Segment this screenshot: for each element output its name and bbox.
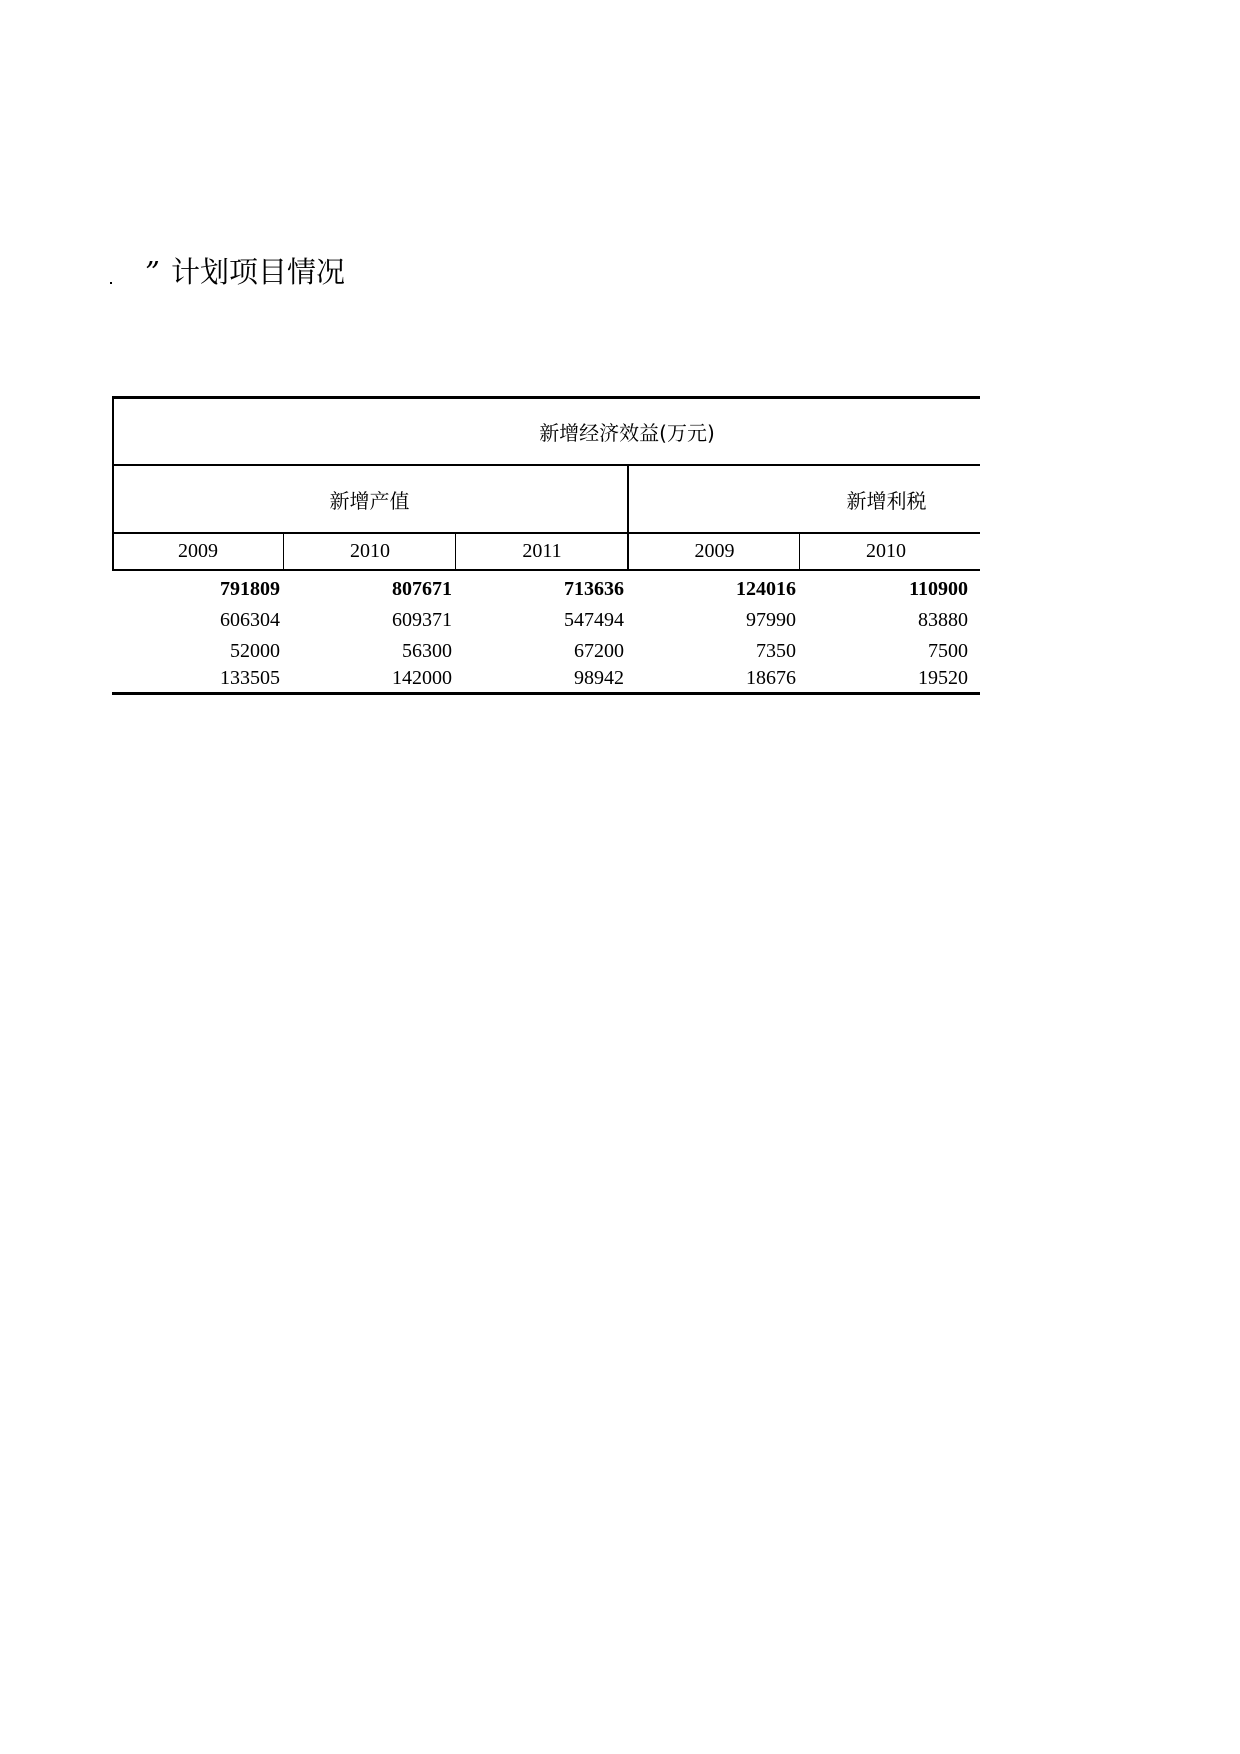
table-cell: 67200 bbox=[574, 640, 624, 662]
table-cell: 18676 bbox=[746, 667, 796, 689]
title-quote-mark: ” bbox=[145, 255, 160, 289]
year-header: 2011 bbox=[522, 540, 562, 562]
header-new-output-value: 新增产值 bbox=[329, 488, 410, 513]
table-cell: 547494 bbox=[564, 609, 624, 631]
year-header: 2010 bbox=[866, 540, 906, 562]
table-cell: 609371 bbox=[392, 609, 452, 631]
table-cell: 713636 bbox=[564, 578, 624, 600]
year-header: 2009 bbox=[694, 540, 735, 562]
table-cell: 19520 bbox=[918, 667, 968, 689]
table-cell: 52000 bbox=[230, 640, 280, 662]
table-cell: 97990 bbox=[746, 609, 796, 631]
table-cell: 7350 bbox=[756, 640, 796, 662]
data-table bbox=[112, 396, 980, 696]
table-cell: 7500 bbox=[928, 640, 968, 662]
table-cell: 807671 bbox=[392, 578, 452, 600]
title-text bbox=[145, 255, 345, 289]
header-new-profit-tax: 新增利税 bbox=[846, 488, 927, 513]
table-cell: 124016 bbox=[736, 578, 796, 600]
title-label: 计划项目情况 bbox=[171, 255, 346, 289]
table-cell: 791809 bbox=[220, 578, 280, 600]
table-cell: 56300 bbox=[402, 640, 452, 662]
table-cell: 142000 bbox=[392, 667, 452, 689]
table-cell: 606304 bbox=[220, 609, 280, 631]
table-cell: 83880 bbox=[918, 609, 968, 631]
page-title bbox=[110, 252, 345, 292]
table-cell: 133505 bbox=[220, 667, 280, 689]
title-dot bbox=[110, 282, 112, 284]
year-header: 2010 bbox=[350, 540, 390, 562]
year-header: 2009 bbox=[178, 540, 218, 562]
table-cell: 98942 bbox=[574, 667, 624, 689]
header-new-economic-benefit: 新增经济效益(万元) bbox=[539, 421, 715, 445]
table-cell: 110900 bbox=[909, 578, 968, 600]
header-divider-3 bbox=[112, 569, 980, 571]
